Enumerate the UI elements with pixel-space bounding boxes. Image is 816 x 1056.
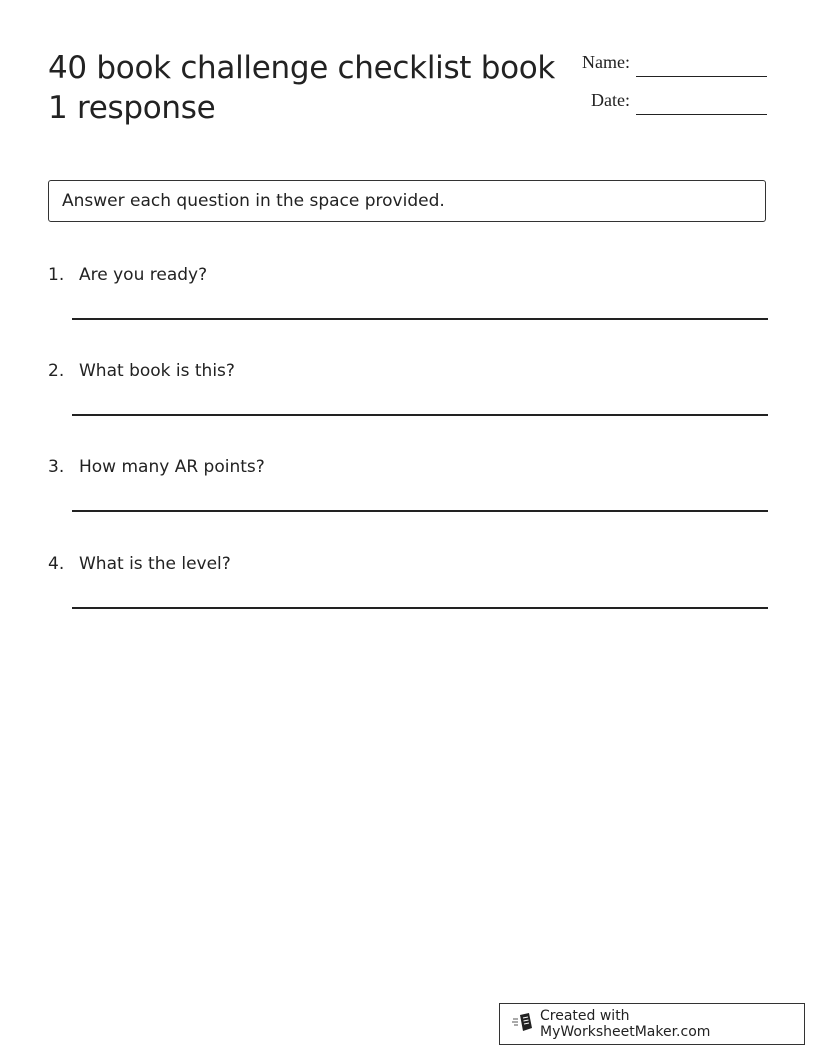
footer-text: Created with MyWorksheetMaker.com — [540, 1008, 711, 1040]
answer-line[interactable] — [72, 318, 768, 320]
question-text: What is the level? — [79, 554, 231, 574]
answer-line[interactable] — [72, 414, 768, 416]
footer-credit[interactable] — [499, 1003, 805, 1045]
name-date-block — [560, 52, 770, 128]
date-label: Date: — [591, 90, 630, 110]
name-row — [560, 52, 770, 90]
question-number: 4. — [48, 554, 65, 574]
worksheet-logo-icon — [512, 1012, 540, 1036]
question-text: Are you ready? — [79, 265, 208, 285]
question-text: What book is this? — [79, 361, 235, 381]
question-number: 3. — [48, 457, 65, 477]
date-row — [560, 90, 770, 128]
date-field-line[interactable] — [636, 114, 767, 115]
instructions-box: Answer each question in the space provided. — [48, 180, 766, 222]
page-title: 40 book challenge checklist book 1 response — [48, 50, 556, 126]
question-text: How many AR points? — [79, 457, 265, 477]
question-number: 2. — [48, 361, 65, 381]
question-number: 1. — [48, 265, 65, 285]
answer-line[interactable] — [72, 607, 768, 609]
answer-line[interactable] — [72, 510, 768, 512]
name-field-line[interactable] — [636, 76, 767, 77]
name-label: Name: — [582, 52, 630, 72]
